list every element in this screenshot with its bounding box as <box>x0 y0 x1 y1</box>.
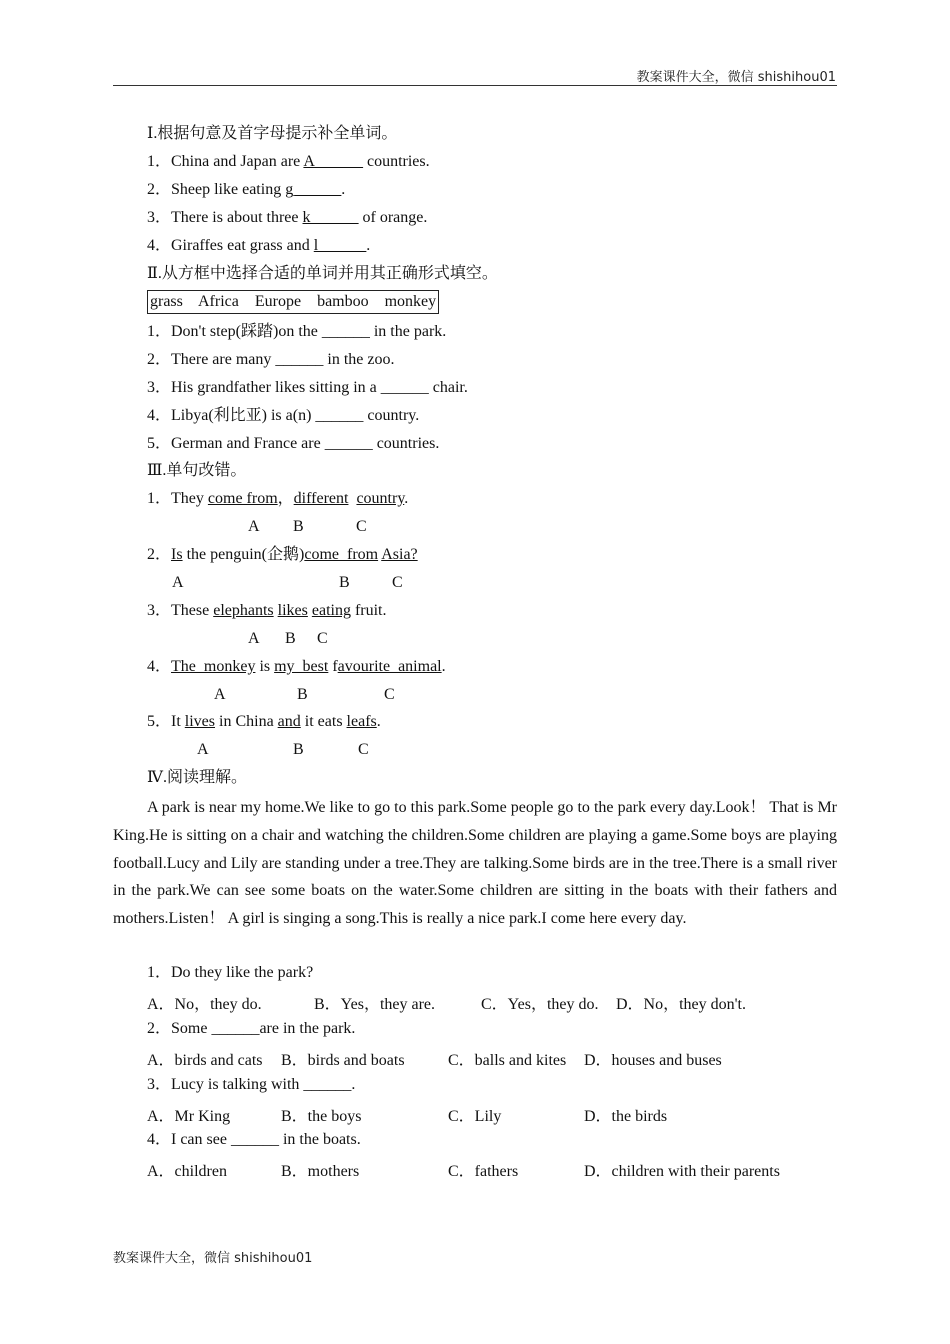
page-header: 教案课件大全，微信 shishihou01 <box>636 70 836 85</box>
section-3-title: Ⅲ.单句改错。 <box>147 462 247 479</box>
reading-passage: A park is near my home.We like to go to this park.Some people go to the park every day.Look！ That is Mr King.He is sitting on a chair and watching the children.Some children are playing a game.Some boys are playing football.Lucy and Lily are standing under a tree.They are talking.Some birds are in the tree.There is a small river in the park.We can see some boats on the water.Some children are sitting in the boats with their fathers and mothers.Listen！ A girl is singing a song.This is really a nice park.I come here every day. <box>113 799 837 928</box>
s3-q2-label-b: B <box>339 574 350 591</box>
s3-q4-label-a: A <box>214 686 226 703</box>
s3-question-3: 3．These elephants likes eating fruit. <box>147 602 387 619</box>
s4-q3-option-a: A．Mr King <box>147 1108 231 1125</box>
s4-q4-option-a: A．children <box>147 1163 227 1180</box>
header-divider <box>113 85 837 86</box>
s3-q5-label-b: B <box>293 741 304 758</box>
s1-question-2: 2．Sheep like eating g______. <box>147 181 346 198</box>
s4-question-3: 3．Lucy is talking with ______. <box>147 1076 356 1093</box>
s4-q1-option-d: D．No，they don't. <box>616 996 746 1013</box>
s4-question-1: 1．Do they like the park? <box>147 964 314 981</box>
s3-q3-label-a: A <box>248 630 260 647</box>
s3-question-4: 4．The monkey is my best favourite animal. <box>147 658 446 675</box>
s2-question-5: 5．German and France are ______ countries. <box>147 435 440 452</box>
page-footer: 教案课件大全，微信 shishihou01 <box>113 1251 313 1266</box>
s4-question-4: 4．I can see ______ in the boats. <box>147 1131 361 1148</box>
s3-q3-label-b: B <box>285 630 296 647</box>
s4-q3-option-c: C．Lily <box>448 1108 502 1125</box>
s3-q1-label-b: B <box>293 518 304 535</box>
section-1-title: Ⅰ.根据句意及首字母提示补全单词。 <box>147 125 398 142</box>
s1-question-1: 1．China and Japan are A______ countries. <box>147 153 430 170</box>
section-4-title: Ⅳ.阅读理解。 <box>147 769 247 786</box>
s4-q2-option-b: B．birds and boats <box>281 1052 405 1069</box>
s4-q1-option-c: C．Yes，they do. <box>481 996 599 1013</box>
s2-question-2: 2．There are many ______ in the zoo. <box>147 351 395 368</box>
s4-q2-option-d: D．houses and buses <box>584 1052 722 1069</box>
s2-question-1: 1．Don't step(踩踏)on the ______ in the park. <box>147 323 447 340</box>
s3-q3-label-c: C <box>317 630 328 647</box>
s3-question-5: 5．It lives in China and it eats leafs. <box>147 713 381 730</box>
s2-question-4: 4．Libya(利比亚) is a(n) ______ country. <box>147 407 420 424</box>
s4-q4-option-d: D．children with their parents <box>584 1163 780 1180</box>
s3-q2-label-a: A <box>172 574 184 591</box>
s4-q3-option-d: D．the birds <box>584 1108 668 1125</box>
s4-q1-option-b: B．Yes，they are. <box>314 996 436 1013</box>
s4-q1-option-a: A．No，they do. <box>147 996 262 1013</box>
s4-q4-option-b: B．mothers <box>281 1163 360 1180</box>
s3-q1-label-c: C <box>356 518 367 535</box>
s3-q1-label-a: A <box>248 518 260 535</box>
s2-question-3: 3．His grandfather likes sitting in a ______ chair. <box>147 379 468 396</box>
section-2-title: Ⅱ.从方框中选择合适的单词并用其正确形式填空。 <box>147 265 498 282</box>
s3-q4-label-c: C <box>384 686 395 703</box>
s4-q3-option-b: B．the boys <box>281 1108 362 1125</box>
s3-question-2: 2．Is the penguin(企鹅)come from Asia? <box>147 546 418 563</box>
s4-q2-option-a: A．birds and cats <box>147 1052 263 1069</box>
s4-question-2: 2．Some ______are in the park. <box>147 1020 356 1037</box>
s3-q4-label-b: B <box>297 686 308 703</box>
s3-q5-label-a: A <box>197 741 209 758</box>
s1-question-4: 4．Giraffes eat grass and l______. <box>147 237 371 254</box>
s4-q2-option-c: C．balls and kites <box>448 1052 567 1069</box>
s4-q4-option-c: C．fathers <box>448 1163 519 1180</box>
word-box: grass Africa Europe bamboo monkey <box>147 290 439 314</box>
s3-q2-label-c: C <box>392 574 403 591</box>
s1-question-3: 3．There is about three k______ of orange. <box>147 209 428 226</box>
s3-question-1: 1．They come from，different country. <box>147 490 409 507</box>
s3-q5-label-c: C <box>358 741 369 758</box>
